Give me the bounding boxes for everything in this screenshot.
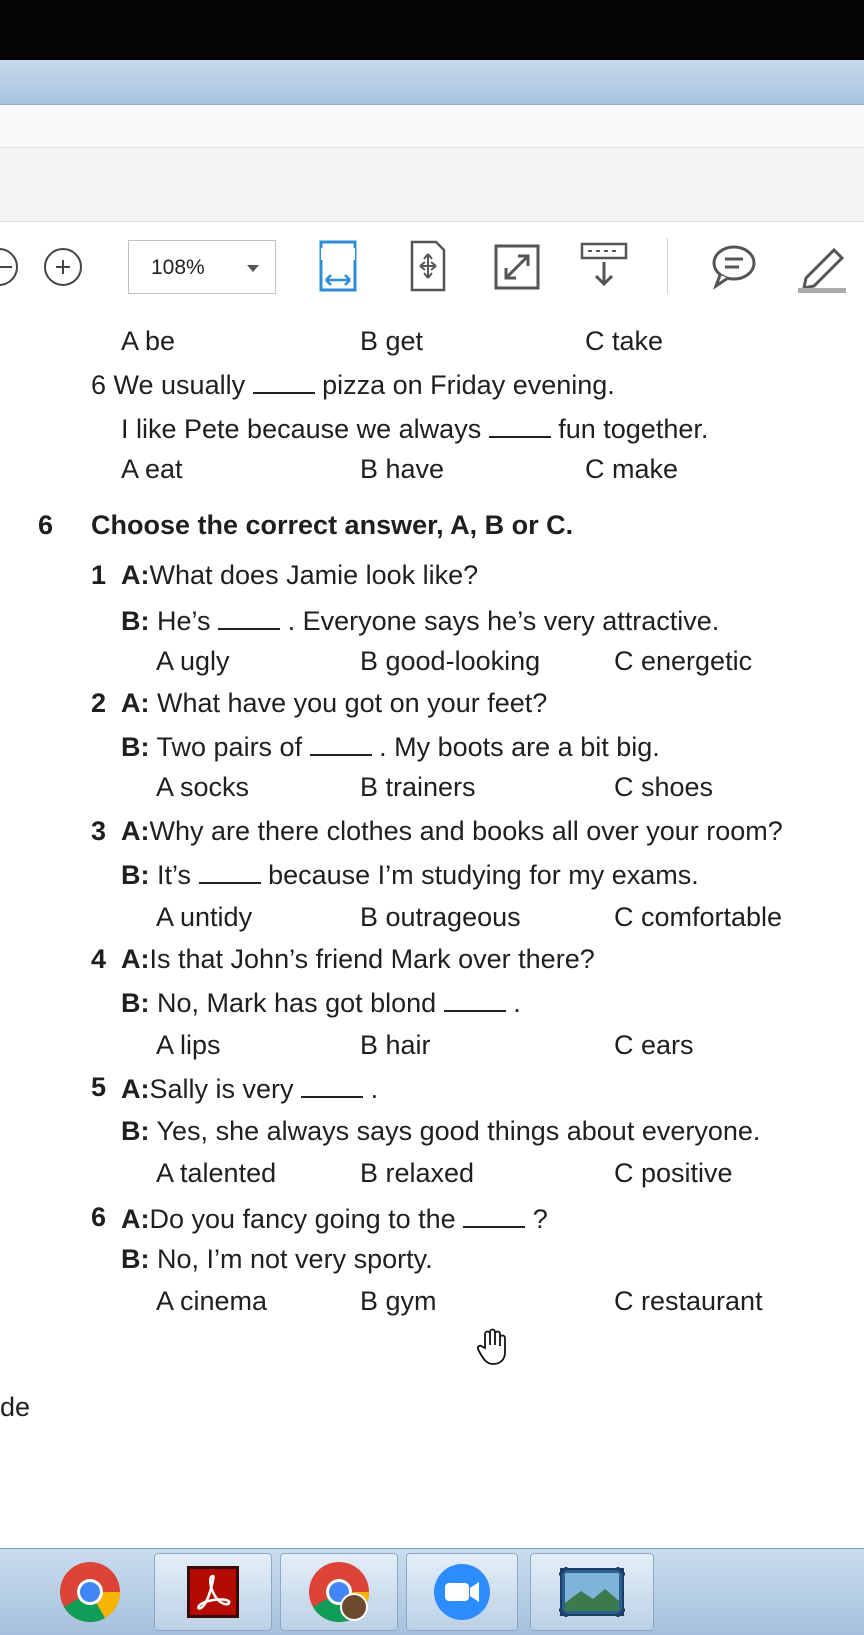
option-c: C ears <box>614 1030 694 1060</box>
taskbar-photos-button[interactable] <box>530 1553 654 1631</box>
prev-question-6-line2: I like Pete because we always fun together. <box>121 414 709 444</box>
hand-cursor-icon <box>476 1328 510 1366</box>
highlight-pen-icon[interactable] <box>796 238 848 294</box>
option-a: A ugly <box>156 646 230 676</box>
option-c: C energetic <box>614 646 753 676</box>
prev-question-6-line1: 6 We usually pizza on Friday evening. <box>91 370 615 400</box>
option-b: B gym <box>360 1286 437 1316</box>
question-number: 5 <box>91 1072 107 1102</box>
fit-page-icon[interactable] <box>408 240 448 292</box>
taskbar <box>0 1548 864 1635</box>
toolbar-divider <box>667 238 668 294</box>
option-b: B hair <box>360 1030 431 1060</box>
question-6-a: A:Do you fancy going to the ? <box>121 1204 548 1234</box>
option-b: B good-looking <box>360 646 541 676</box>
option-a: A socks <box>156 772 250 802</box>
question-6-b: B: No, I’m not very sporty. <box>121 1244 433 1274</box>
photos-icon <box>559 1567 625 1617</box>
question-2-a: A: What have you got on your feet? <box>121 688 548 718</box>
fit-width-icon[interactable] <box>318 240 358 292</box>
exercise-title: Choose the correct answer, A, B or C. <box>91 510 574 540</box>
zoom-value: 108% <box>151 256 205 279</box>
tab-area <box>0 105 864 148</box>
prev-q6-option-b: B have <box>360 454 445 484</box>
exercise-number: 6 <box>38 510 54 540</box>
option-a: A cinema <box>156 1286 268 1316</box>
question-number: 4 <box>91 944 107 974</box>
zoom-select[interactable] <box>128 240 276 294</box>
question-1-a: A:What does Jamie look like? <box>121 560 479 590</box>
question-3-b: B: It’s because I’m studying for my exams. <box>121 860 699 890</box>
question-4-b: B: No, Mark has got blond . <box>121 988 521 1018</box>
question-5-b: B: Yes, she always says good things about everyone. <box>121 1116 761 1146</box>
option-c: C positive <box>614 1158 733 1188</box>
chrome-icon <box>59 1561 121 1623</box>
option-a: A lips <box>156 1030 221 1060</box>
option-c: C restaurant <box>614 1286 763 1316</box>
question-5-a: A:Sally is very . <box>121 1074 379 1104</box>
acrobat-icon <box>187 1566 239 1618</box>
taskbar-zoom-button[interactable] <box>406 1553 518 1631</box>
question-1-b: B: He’s . Everyone says he’s very attractive. <box>121 606 720 636</box>
option-b: B relaxed <box>360 1158 475 1188</box>
option-c: C shoes <box>614 772 714 802</box>
chrome-profile-icon <box>308 1561 370 1623</box>
prev-q6-option-c: C make <box>585 454 679 484</box>
zoom-in-icon[interactable] <box>44 248 82 286</box>
side-text-fragment: de <box>0 1392 31 1422</box>
option-b: B outrageous <box>360 902 521 932</box>
fullscreen-icon[interactable] <box>494 244 540 290</box>
question-number: 1 <box>91 560 107 590</box>
comment-icon[interactable] <box>710 242 758 290</box>
option-b: B trainers <box>360 772 476 802</box>
prev-option-a: A be <box>121 326 176 356</box>
taskbar-acrobat-button[interactable] <box>154 1553 272 1631</box>
question-4-a: A:Is that John’s friend Mark over there? <box>121 944 595 974</box>
question-number: 2 <box>91 688 107 718</box>
question-number: 3 <box>91 816 107 846</box>
question-number: 6 <box>91 1202 107 1232</box>
top-black-bar <box>0 0 864 60</box>
option-a: A untidy <box>156 902 253 932</box>
chevron-down-icon <box>247 265 259 272</box>
taskbar-chrome-profile-button[interactable] <box>280 1553 398 1631</box>
pdf-page <box>0 318 864 1548</box>
question-3-a: A:Why are there clothes and books all over your room? <box>121 816 783 846</box>
zoom-out-icon[interactable] <box>0 248 18 286</box>
menu-area <box>0 148 864 222</box>
option-a: A talented <box>156 1158 277 1188</box>
option-c: C comfortable <box>614 902 783 932</box>
scroll-mode-icon[interactable] <box>580 242 628 290</box>
prev-q6-option-a: A eat <box>121 454 183 484</box>
taskbar-chrome-button[interactable] <box>40 1553 140 1631</box>
question-2-b: B: Two pairs of . My boots are a bit big. <box>121 732 660 762</box>
prev-option-c: C take <box>585 326 664 356</box>
window-title-strip <box>0 60 864 105</box>
pdf-toolbar <box>0 222 864 319</box>
zoom-icon <box>433 1563 491 1621</box>
prev-option-b: B get <box>360 326 424 356</box>
